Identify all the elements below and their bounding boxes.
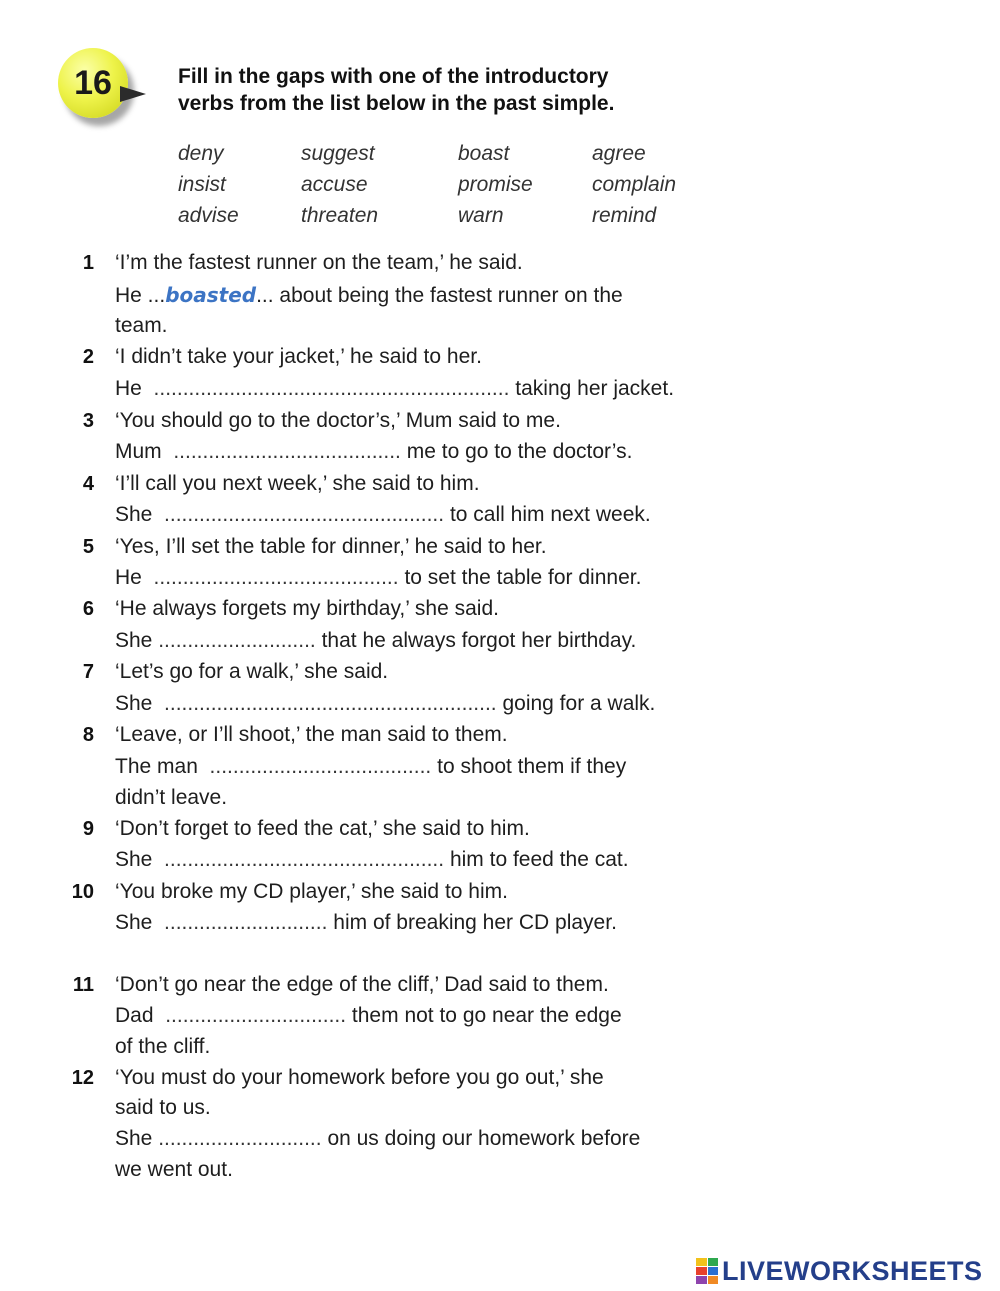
exercise-number-badge (58, 48, 128, 118)
item-11-rest: them not to go near the edge (351, 1004, 622, 1027)
liveworksheets-logo-text: LIVEWORKSHEETS (722, 1255, 983, 1286)
exercise-number: 16 (74, 64, 112, 102)
item-1-quote: ‘I’m the fastest runner on the team,’ he said. (115, 251, 523, 274)
item-12-rest: on us doing our homework before (327, 1127, 641, 1150)
item-5-rest: to set the table for dinner. (404, 566, 642, 589)
item-10-subject: She (115, 911, 153, 934)
item-9-gap[interactable]: ................................................ (164, 848, 445, 871)
item-4-rest: to call him next week. (449, 503, 651, 526)
verb-threaten: threaten (301, 204, 379, 227)
item-1-answer-line (115, 280, 623, 311)
item-5-gap[interactable]: .......................................... (153, 566, 399, 589)
item-11-subject: Dad (115, 1004, 154, 1027)
verb-promise: promise (458, 173, 533, 196)
item-11-continuation: of the cliff. (115, 1035, 211, 1058)
item-12-continuation: we went out. (115, 1158, 233, 1181)
item-11-gap[interactable]: ............................... (165, 1004, 347, 1027)
logo-square-4 (708, 1267, 719, 1275)
item-12-gap[interactable]: ............................ (158, 1127, 322, 1150)
item-10-quote: ‘You broke my CD player,’ she said to him. (115, 880, 508, 903)
item-12-answer-line (115, 1124, 640, 1154)
instructions (178, 63, 778, 117)
item-5-answer-line (115, 563, 641, 593)
logo-square-3 (696, 1267, 707, 1275)
instructions-line-2: verbs from the list below in the past simple. (178, 92, 615, 115)
item-2-gap[interactable]: ............................................................. (153, 377, 510, 400)
item-6-number: 6 (82, 598, 94, 620)
verb-agree: agree (592, 142, 646, 165)
item-1-number: 1 (82, 252, 94, 274)
item-12-quote: ‘You must do your homework before you go out,’ she (115, 1066, 604, 1089)
item-9-subject: She (115, 848, 153, 871)
item-2-quote: ‘I didn’t take your jacket,’ he said to her. (115, 345, 482, 368)
item-9-answer-line (115, 845, 629, 875)
item-8-number: 8 (82, 724, 94, 746)
item-8-subject: The man (115, 755, 198, 778)
item-1-subject: He ... (115, 284, 166, 307)
item-2-rest: taking her jacket. (515, 377, 675, 400)
item-2-number: 2 (82, 346, 94, 368)
badge-pointer-shape (120, 86, 146, 102)
item-3-subject: Mum (115, 440, 162, 463)
logo-square-1 (696, 1258, 707, 1266)
item-4-subject: She (115, 503, 153, 526)
item-3-number: 3 (82, 410, 94, 432)
item-4-answer-line (115, 500, 651, 530)
verb-deny: deny (178, 142, 224, 165)
item-6-quote: ‘He always forgets my birthday,’ she said. (115, 597, 499, 620)
item-5-number: 5 (82, 536, 94, 558)
item-3-gap[interactable]: ....................................... (173, 440, 401, 463)
logo-square-2 (708, 1258, 719, 1266)
item-6-subject: She (115, 629, 153, 652)
item-5-subject: He (115, 566, 142, 589)
item-10-answer-line (115, 908, 617, 938)
item-7-gap[interactable]: ......................................................... (164, 692, 497, 715)
verb-remind: remind (592, 204, 657, 227)
item-1-rest: ... about being the fastest runner on the (256, 284, 623, 307)
item-11-quote: ‘Don’t go near the edge of the cliff,’ Dad said to them. (115, 973, 609, 996)
item-11-number: 11 (72, 974, 94, 996)
verb-suggest: suggest (301, 142, 375, 165)
item-8-answer-line (115, 752, 626, 782)
item-1-answer: boasted (165, 283, 257, 307)
item-9-number: 9 (82, 818, 94, 840)
item-3-rest: me to go to the doctor’s. (406, 440, 633, 463)
instructions-line-1: Fill in the gaps with one of the introductory (178, 65, 609, 88)
item-10-rest: him of breaking her CD player. (333, 911, 617, 934)
liveworksheets-logo[interactable] (696, 1255, 983, 1287)
item-10-number: 10 (71, 881, 94, 903)
verb-insist: insist (178, 173, 226, 196)
item-2-subject: He (115, 377, 142, 400)
verb-advise: advise (178, 204, 239, 227)
item-6-gap[interactable]: ........................... (158, 629, 316, 652)
item-3-answer-line (115, 437, 632, 467)
item-4-gap[interactable]: ................................................ (164, 503, 445, 526)
item-8-quote: ‘Leave, or I’ll shoot,’ the man said to them. (115, 723, 508, 746)
item-12-subject: She (115, 1127, 153, 1150)
item-11-answer-line (115, 1001, 622, 1031)
item-12-number: 12 (71, 1067, 94, 1089)
item-4-quote: ‘I’ll call you next week,’ she said to him. (115, 472, 480, 495)
verb-accuse: accuse (301, 173, 368, 196)
item-3-quote: ‘You should go to the doctor’s,’ Mum said to me. (115, 409, 561, 432)
item-7-answer-line (115, 689, 655, 719)
item-7-subject: She (115, 692, 153, 715)
liveworksheets-logo-icon (696, 1258, 718, 1284)
logo-square-5 (696, 1276, 707, 1284)
item-6-answer-line (115, 626, 636, 656)
item-12-quote-continuation: said to us. (115, 1096, 211, 1119)
item-6-rest: that he always forgot her birthday. (321, 629, 637, 652)
item-8-rest: to shoot them if they (437, 755, 627, 778)
item-7-quote: ‘Let’s go for a walk,’ she said. (115, 660, 389, 683)
verb-boast: boast (458, 142, 510, 165)
item-9-quote: ‘Don’t forget to feed the cat,’ she said to him. (115, 817, 530, 840)
logo-square-6 (708, 1276, 719, 1284)
item-10-gap[interactable]: ............................ (164, 911, 328, 934)
item-7-rest: going for a walk. (502, 692, 656, 715)
item-5-quote: ‘Yes, I’ll set the table for dinner,’ he said to her. (115, 535, 547, 558)
verb-complain: complain (592, 173, 677, 196)
item-1-continuation: team. (115, 314, 168, 337)
item-7-number: 7 (82, 661, 94, 683)
item-4-number: 4 (82, 473, 94, 495)
item-9-rest: him to feed the cat. (449, 848, 629, 871)
item-8-continuation: didn’t leave. (115, 786, 228, 809)
item-2-answer-line (115, 374, 674, 404)
item-8-gap[interactable]: ...................................... (209, 755, 432, 778)
verb-warn: warn (458, 204, 504, 227)
